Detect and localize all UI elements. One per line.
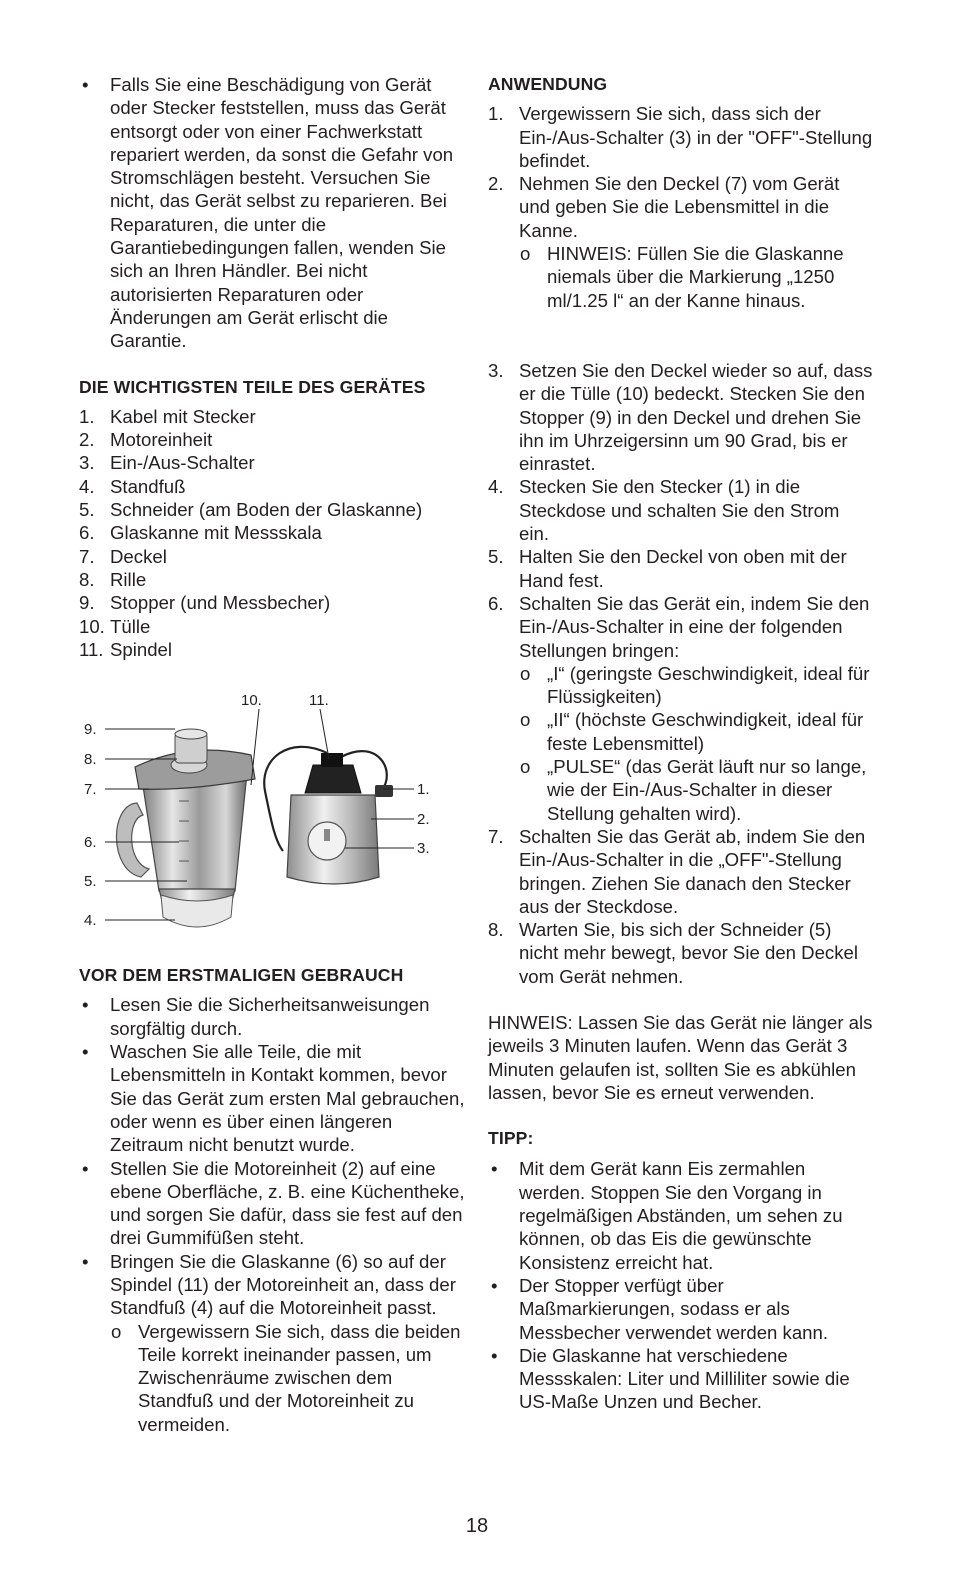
item-number: 8. xyxy=(79,568,95,590)
first-use-subitem: o Vergewissern Sie sich, dass die beiden Teile korrekt ineinander passen, um Zwischenräume zwischen dem Standfuß und der Motoreinheit zu vermeiden. xyxy=(110,1320,469,1436)
usage-step xyxy=(488,102,873,172)
item-text: Stopper (und Messbecher) xyxy=(110,592,331,614)
first-use-item: • Lesen Sie die Sicherheitsanweisungen sorgfältig durch. xyxy=(79,993,469,1040)
intro-bullet: • Falls Sie eine Beschädigung von Gerät oder Stecker feststellen, muss das Gerät entsorgt oder von einer Fachwerkstatt repariert werden, da sonst die Gefahr von Stromschlägen besteht. Versuchen Sie nicht, das Gerät selbst zu reparieren. Bei Reparaturen, die unter die Garantiebedingungen fallen, wenden Sie sich an Ihren Händler. Bei nicht autorisierten Reparaturen oder Änderungen am Gerät erlischt die Garantie. xyxy=(79,73,469,353)
callout-4: 4. xyxy=(84,912,97,930)
item-text: Spindel xyxy=(110,638,173,660)
motor-top-shape xyxy=(305,765,361,793)
first-use-sublist xyxy=(110,1320,469,1436)
step-number: 4. xyxy=(488,476,504,498)
usage-step xyxy=(488,475,873,545)
item-text: Motoreinheit xyxy=(110,429,213,451)
item-number: 4. xyxy=(79,475,95,497)
step-number: 6. xyxy=(488,592,504,614)
note-paragraph: HINWEIS: Lassen Sie das Gerät nie länger als jeweils 3 Minuten laufen. Wenn das Gerät 3 Minuten gelaufen ist, sollten Sie es abkühlen lassen, bevor Sie es erneut verwenden. xyxy=(488,1011,873,1103)
tips-heading: TIPP: xyxy=(488,1128,534,1149)
parts-item xyxy=(79,591,469,614)
usage-step xyxy=(488,172,873,312)
parts-item xyxy=(79,638,469,661)
step-text: Vergewissern Sie sich, dass sich der Ein-/Aus-Schalter (3) in der "OFF"-Stellung befindet. xyxy=(519,103,873,171)
item-number: 7. xyxy=(79,545,95,567)
item-number: 1. xyxy=(79,405,95,427)
callout-6: 6. xyxy=(84,834,97,852)
left-column xyxy=(79,73,469,1436)
tip-item: • Mit dem Gerät kann Eis zermahlen werden. Stoppen Sie den Vorgang in regelmäßigen Abständen, um sehen zu können, ob das Eis die gewünschte Konsistenz erreicht hat. xyxy=(488,1157,873,1273)
first-use-item-text: Bringen Sie die Glaskanne (6) so auf der Spindel (11) der Motoreinheit an, dass der Standfuß (4) auf die Motoreinheit passt. xyxy=(110,1250,456,1319)
tips-list xyxy=(488,1157,873,1413)
step-number: 2. xyxy=(488,173,504,195)
step-text: Nehmen Sie den Deckel (7) vom Gerät und geben Sie die Lebensmittel in die Kanne. xyxy=(519,173,840,241)
parts-heading: DIE WICHTIGSTEN TEILE DES GERÄTES xyxy=(79,376,426,397)
step-number: 1. xyxy=(488,103,504,125)
page-number: 18 xyxy=(465,1515,489,1537)
step-text: Warten Sie, bis sich der Schneider (5) nicht mehr bewegt, bevor Sie den Deckel vom Gerät nehmen. xyxy=(519,919,858,987)
first-use-item: • Waschen Sie alle Teile, die mit Lebensmitteln in Kontakt kommen, bevor Sie das Gerät zum ersten Mal gebrauchen, oder wenn es über einen längeren Zeitraum nicht benutzt wurde. xyxy=(79,1040,469,1156)
item-number: 5. xyxy=(79,499,95,521)
step-text: Stecken Sie den Stecker (1) in die Steckdose und schalten Sie den Strom ein. xyxy=(519,476,840,545)
step-text: Setzen Sie den Deckel wieder so auf, dass er die Tülle (10) bedeckt. Stecken Sie den Stopper (9) in den Deckel und drehen Sie ihn im Uhrzeigersinn um 90 Grad, bis er einrastet. xyxy=(519,359,873,475)
item-text: Schneider (am Boden der Glaskanne) xyxy=(110,499,423,521)
parts-item xyxy=(79,521,469,544)
usage-steps xyxy=(488,102,873,988)
step-number: 8. xyxy=(488,919,504,941)
plug-shape xyxy=(375,785,393,797)
item-text: Deckel xyxy=(110,545,167,567)
step-number: 3. xyxy=(488,359,504,381)
callout-7: 7. xyxy=(84,781,97,799)
first-use-list xyxy=(79,993,469,1436)
spindle-shape xyxy=(321,753,343,767)
first-use-item xyxy=(79,1250,469,1436)
step-text: Schalten Sie das Gerät ab, indem Sie den Ein-/Aus-Schalter in die „OFF"-Stellung bringen. Ziehen Sie danach den Stecker aus der Steckdose. xyxy=(519,825,866,917)
usage-subitem: o „II“ (höchste Geschwindigkeit, ideal für feste Lebensmittel) xyxy=(519,708,873,755)
item-number: 9. xyxy=(79,592,95,614)
tip-item: • Die Glaskanne hat verschiedene Messskalen: Liter und Milliliter sowie die US-Maße Unzen und Becher. xyxy=(488,1344,873,1414)
callout-2: 2. xyxy=(417,811,430,829)
parts-item xyxy=(79,451,469,474)
item-text: Kabel mit Stecker xyxy=(110,405,256,427)
parts-item xyxy=(79,568,469,591)
step-number: 7. xyxy=(488,825,504,847)
first-use-item: • Stellen Sie die Motoreinheit (2) auf eine ebene Oberfläche, z. B. eine Küchentheke, und sorgen Sie dafür, dass sie fest auf den drei Gummifüßen steht. xyxy=(79,1157,469,1250)
step-text: Halten Sie den Deckel von oben mit der Hand fest. xyxy=(519,546,847,591)
item-number: 6. xyxy=(79,522,95,544)
tip-item: • Der Stopper verfügt über Maßmarkierungen, sodass er als Messbecher verwendet werden kann. xyxy=(488,1274,873,1344)
usage-subitem: o „I“ (geringste Geschwindigkeit, ideal für Flüssigkeiten) xyxy=(519,662,873,709)
first-use-heading: VOR DEM ERSTMALIGEN GEBRAUCH xyxy=(79,965,404,986)
item-text: Ein-/Aus-Schalter xyxy=(110,452,255,474)
parts-list xyxy=(79,405,469,661)
callout-1: 1. xyxy=(417,781,430,799)
callout-8: 8. xyxy=(84,751,97,769)
parts-item xyxy=(79,498,469,521)
parts-item xyxy=(79,615,469,638)
callout-11: 11. xyxy=(309,692,329,710)
callout-3: 3. xyxy=(417,840,430,858)
item-number: 2. xyxy=(79,429,95,451)
switch-knob-shape xyxy=(324,829,330,841)
blender-figure xyxy=(79,681,469,943)
item-text: Rille xyxy=(110,568,147,590)
usage-subitem: o HINWEIS: Füllen Sie die Glaskanne niemals über die Markierung „1250 ml/1.25 l“ an der Kanne hinaus. xyxy=(519,242,873,312)
callout-5: 5. xyxy=(84,873,97,891)
callout-10: 10. xyxy=(241,692,262,710)
item-text: Tülle xyxy=(110,615,151,637)
handle-shape xyxy=(116,803,149,877)
item-number: 3. xyxy=(79,452,95,474)
usage-step xyxy=(488,359,873,475)
parts-item xyxy=(79,475,469,498)
usage-step xyxy=(488,592,873,825)
usage-subitem: o „PULSE“ (das Gerät läuft nur so lange, wie der Ein-/Aus-Schalter in dieser Stellung gehalten wird). xyxy=(519,755,873,825)
usage-step xyxy=(488,825,873,918)
item-number: 11. xyxy=(79,638,104,660)
usage-sublist xyxy=(519,242,873,312)
usage-sublist xyxy=(519,662,873,825)
step-text: Schalten Sie das Gerät ein, indem Sie den Ein-/Aus-Schalter in eine der folgenden Stellungen bringen: xyxy=(519,592,870,661)
usage-heading: ANWENDUNG xyxy=(488,74,608,94)
usage-step xyxy=(488,918,873,988)
callout-9: 9. xyxy=(84,721,97,739)
intro-list xyxy=(79,73,469,353)
parts-item xyxy=(79,405,469,428)
right-column xyxy=(488,73,873,1414)
parts-item xyxy=(79,545,469,568)
parts-item xyxy=(79,428,469,451)
blender-illustration xyxy=(79,681,469,943)
item-text: Glaskanne mit Messskala xyxy=(110,522,322,544)
jug-shape xyxy=(141,773,247,891)
stopper-top-shape xyxy=(175,729,207,739)
step-number: 5. xyxy=(488,546,504,568)
item-text: Standfuß xyxy=(110,475,186,497)
item-number: 10. xyxy=(79,615,105,637)
usage-step xyxy=(488,545,873,592)
